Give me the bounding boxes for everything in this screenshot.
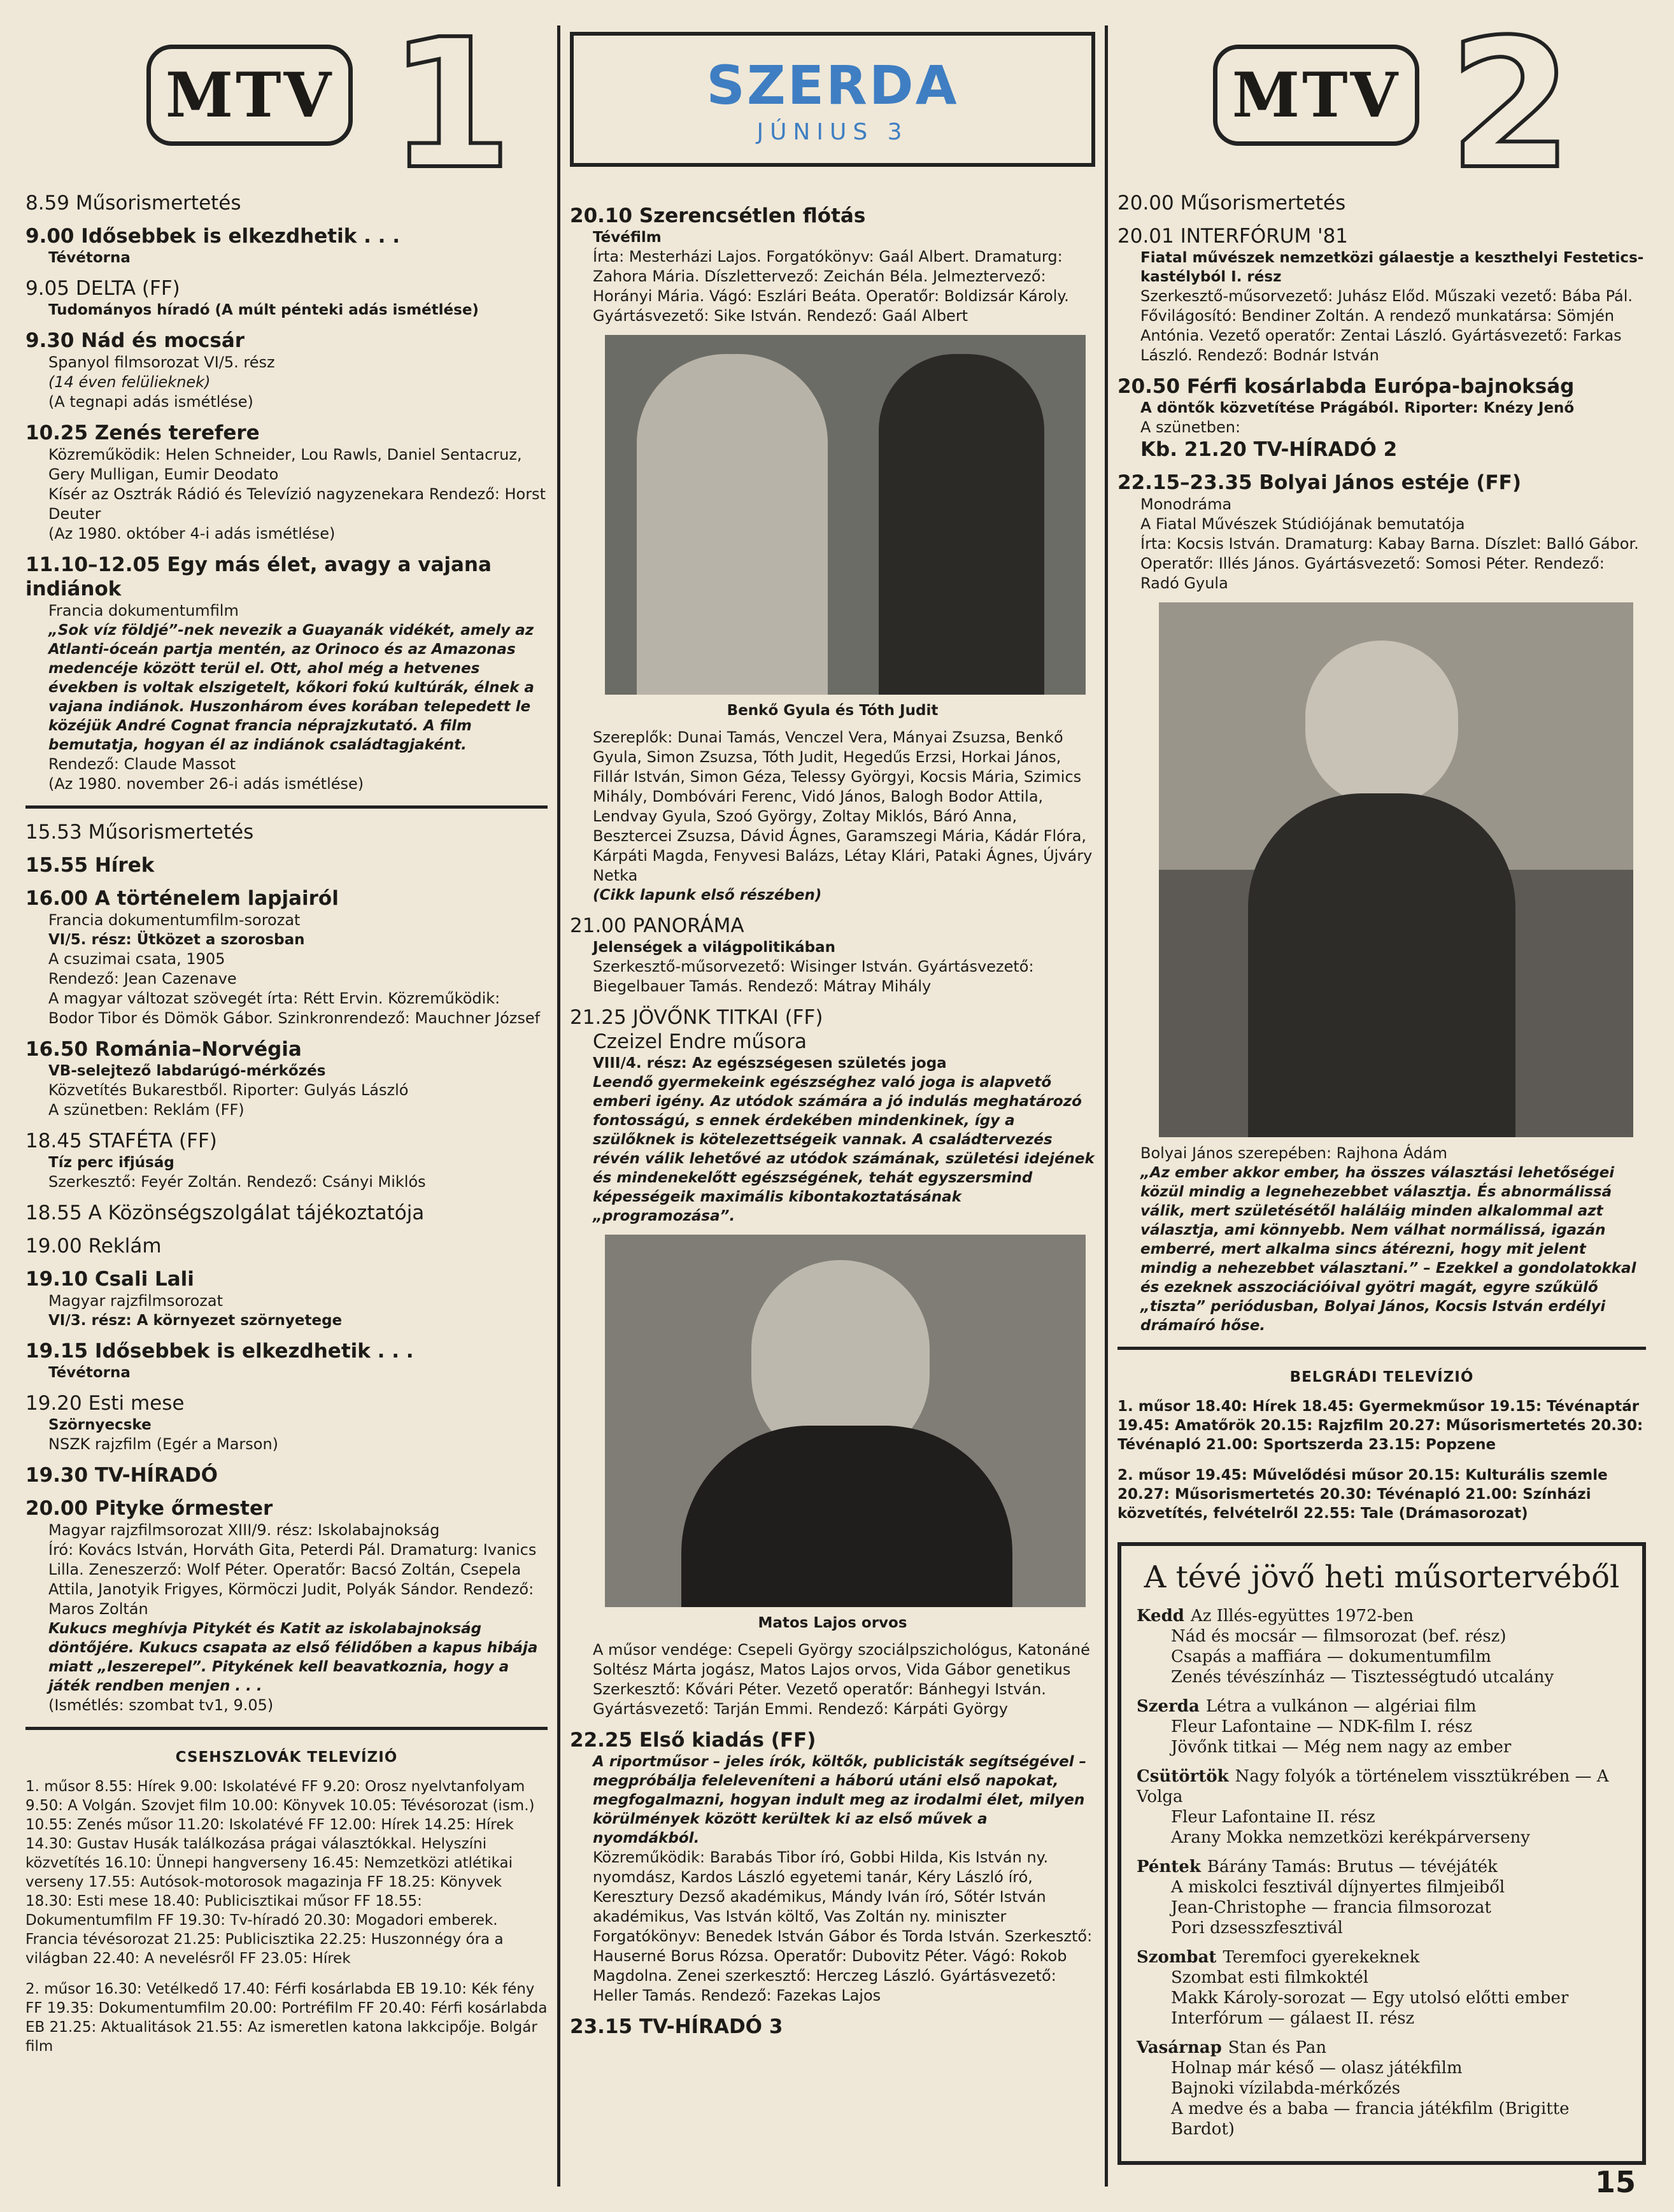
program-detail: Írta: Kocsis István. Dramaturg: Kabay Barna. Díszlet: Balló Gábor. Operatőr: Illés János. Gyártásvezető: Somosi Péter. Rendező: Radó Gyula: [1140, 535, 1639, 592]
preview-item: Bárány Tamás: Brutus — tévéjáték: [1207, 1857, 1498, 1876]
preview-line: [1137, 1696, 1627, 1717]
column-divider-left: [557, 25, 560, 2187]
program-detail: (Az 1980. november 26-i adás ismétlése): [48, 775, 364, 793]
preview-line: [1137, 2038, 1627, 2058]
preview-line: [1137, 1877, 1627, 1897]
preview-list: [1137, 1606, 1627, 2139]
program-detail: Szerkesztő: Feyér Zoltán. Rendező: Csányi Miklós: [48, 1173, 426, 1191]
program-detail: Írta: Mesterházi Lajos. Forgatókönyv: Gaál Albert. Dramaturg: Zahora Mária. Díszlettervező: Zeichán Béla. Jelmeztervező: Horányi Mária. Vágó: Eszlári Beáta. Operatőr: Boldizsár Károly. Gyártásvezető: Sike István. Rendező: Gaál Albert: [593, 248, 1069, 325]
program-title: Kb. 21.20 TV-HÍRADÓ 2: [1140, 438, 1398, 461]
program-title: 18.55 A Közönségszolgálat tájékoztatója: [25, 1202, 425, 1224]
preview-item: Fleur Lafontaine — NDK-film I. rész: [1171, 1717, 1473, 1736]
preview-line: [1137, 1967, 1627, 1988]
program-title: 19.20 Esti mese: [25, 1392, 185, 1415]
photo-caption: Benkő Gyula és Tóth Judit: [727, 702, 939, 719]
preview-day: Péntek: [1137, 1857, 1201, 1876]
program-title: 16.00 A történelem lapjairól: [25, 887, 339, 910]
preview-line: [1137, 1807, 1627, 1827]
program-detail: A Fiatal Művészek Stúdiójának bemutatója: [1140, 515, 1465, 533]
program-detail: NSZK rajzfilm (Egér a Marson): [48, 1435, 279, 1453]
program-subtitle: VI/3. rész: A környezet szörnyetege: [48, 1312, 343, 1329]
program-title: 9.05 DELTA (FF): [25, 277, 180, 300]
program-detail: (Ismétlés: szombat tv1, 9.05): [48, 1696, 274, 1714]
cast-list: Szereplők: Dunai Tamás, Venczel Vera, Mányai Zsuzsa, Benkő Gyula, Simon Zsuzsa, Tóth Judit, Hegedűs Erzsi, Horkai János, Fillár István, Simon Géza, Telessy Györgyi, Kocsis Mária, Szimics Mihály, Dombóvári Ferenc, Vidó János, Balogh Bodor Attila, Lendvay Gyula, Szoó György, Zoltay Miklós, Báró Anna, Besztercei Zsuzsa, Dávid Ágnes, Garamszegi Mária, Kádár Flóra, Kárpáti Magda, Fenyvesi Balázs, Létay Klári, Pataki Ágnes, Újváry Netka: [593, 728, 1093, 884]
program-entry: [570, 2015, 1095, 2039]
program-detail: (Az 1980. október 4-i adás ismétlése): [48, 525, 336, 542]
program-title: 22.15–23.35 Bolyai János estéje (FF): [1117, 471, 1522, 494]
program-title: 20.50 Férfi kosárlabda Európa-bajnokság: [1117, 375, 1575, 398]
program-title: 16.50 Románia–Norvégia: [25, 1038, 302, 1061]
program-description: Leendő gyermekeink egészséghez való joga is alapvető emberi igény. Az utódok számára a jó indulás meghatározó fontosságú, s ennek érdekében mindenkinek, így a szülőknek is kötelezettségeik vannak. A családtervezés révén válik lehetővé az utódok számának, születési idejének és mindenekelőtt egészségének, tehát egyszersmind képességeik maximális kibontakoztatásának „programozása”.: [593, 1074, 1095, 1224]
program-subtitle: Tíz perc ifjúság: [48, 1154, 174, 1171]
program-entry: [25, 853, 548, 877]
program-detail: (A tegnapi adás ismétlése): [48, 393, 253, 411]
preview-line: [1137, 1717, 1627, 1737]
program-title: 19.10 Csali Lali: [25, 1268, 194, 1291]
program-detail: Közreműködik: Barabás Tibor író, Gobbi Hilda, Kis István ny. nyomdász, Kardos László egyetemi tanár, Kéry László író, Keresztury Dezső akadémikus, Mándy Iván író, Sőtér István akadémikus, Vas István költő, Vas Zoltán ny. miniszter: [593, 1848, 1049, 1925]
program-entry: [570, 914, 1095, 996]
program-quote: „Az ember akkor ember, ha összes választási lehetőségei közül mindig a legnehezebbet választja. És abnormálissá válik, mert születésétől haláláig minden alkalommal azt választja, ami könnyebb. Nem válhat normálissá, igazán emberré, mert alkalma sincs átérezni, hogy mit jelent mindig a nehezebbet választani.” – Ezekkel a gondolatokkal és ezeknek asszociációival gyötri magát, egyre szűkülő „tiszta” periódusban, Bolyai János, Kocsis István erdélyi drámaíró hőse.: [1140, 1165, 1636, 1334]
preview-item: Jövőnk titkai — Még nem nagy az ember: [1171, 1738, 1512, 1757]
program-detail: Francia dokumentumfilm: [48, 602, 239, 620]
preview-line: [1137, 1897, 1627, 1918]
program-title: 11.10–12.05 Egy más élet, avagy a vajana indiánok: [25, 553, 492, 600]
program-title: 20.10 Szerencsétlen flótás: [570, 204, 866, 227]
preview-line: [1137, 1827, 1627, 1848]
mtv2-column: [1117, 0, 1646, 2165]
preview-day-block: [1137, 1696, 1627, 1757]
program-detail: Rendező: Claude Massot: [48, 755, 236, 773]
program-detail: Monodráma: [1140, 495, 1232, 513]
program-subtitle: VI/5. rész: Ütközet a szorosban: [48, 932, 305, 948]
preview-line: [1137, 1947, 1627, 1967]
mtv1-column: [25, 0, 548, 2067]
program-detail: Közvetítés Bukarestből. Riporter: Gulyás László: [48, 1081, 409, 1099]
preview-line: [1137, 1918, 1627, 1938]
section-title: BELGRÁDI TELEVÍZIÓ: [1289, 1369, 1474, 1386]
program-title: 15.55 Hírek: [25, 854, 155, 877]
program-title: 19.00 Reklám: [25, 1235, 162, 1258]
program-note: (Cikk lapunk első részében): [593, 887, 822, 904]
preview-line: [1137, 1766, 1627, 1807]
listing-paragraph: 2. műsor 16.30: Vetélkedő 17.40: Férfi kosárlabda EB 19.10: Kék fény FF 19.35: Dokumentumfilm 20.00: Portréfilm FF 20.40: Férfi kosárlabda EB 21.25: Aktualitások 21.55: Az ismeretlen katona lakkcipője. Bolgár film: [25, 1981, 548, 2055]
program-subtitle: A döntők közvetítése Prágából. Riporter: Knézy Jenő: [1140, 400, 1575, 416]
program-title: 20.01 INTERFÓRUM '81: [1117, 225, 1349, 248]
channel-number-1: 1: [388, 1, 513, 209]
day-name: SZERDA: [706, 54, 959, 117]
preview-item: Pori dzsesszfesztivál: [1171, 1918, 1343, 1938]
program-entry: [1117, 224, 1646, 365]
program-entry: [25, 1234, 548, 1258]
program-guests: A műsor vendége: Csepeli György szociálpszichológus, Katonáné Soltész Márta jogász, Matos Lajos orvos, Vida Gábor genetikus: [593, 1641, 1090, 1678]
mtv2-logo: MTV: [1213, 45, 1419, 146]
photo-caption: Bolyai János szerepében: Rajhona Ádám: [1140, 1144, 1448, 1162]
preview-day-block: [1137, 1947, 1627, 2029]
preview-item: Teremfoci gyerekeknek: [1223, 1948, 1420, 1967]
program-entry: [570, 1728, 1095, 2006]
preview-day: Csütörtök: [1137, 1767, 1229, 1786]
preview-line: [1137, 2099, 1627, 2139]
program-title: 9.30 Nád és mocsár: [25, 329, 245, 352]
preview-item: Nád és mocsár — filmsorozat (bef. rész): [1171, 1627, 1507, 1646]
preview-item: Stan és Pan: [1228, 2038, 1327, 2057]
program-entry: [25, 886, 548, 1028]
program-credits: Szerkesztő: Kővári Péter. Vezető operatőr: Bánhegyi István. Gyártásvezető: Tarján Emmi. Rendező: Kárpáti György: [593, 1680, 1046, 1718]
preview-item: Az Illés-együttes 1972-ben: [1190, 1606, 1414, 1626]
program-entry: [25, 1037, 548, 1120]
preview-day-block: [1137, 2038, 1627, 2139]
preview-item: Nagy folyók a történelem vissztükrében — A Volga: [1137, 1767, 1609, 1806]
program-description: A riportműsor – jeles írók, költők, publicisták segítségével – megpróbálja feleleveníteni a háború utáni első napokat, megfogalmazni, hogyan indult meg az irodalmi élet, milyen körülmények között kerültek ki az első művek a nyomdákból.: [593, 1754, 1087, 1847]
program-entry: [25, 276, 548, 320]
preview-line: [1137, 2078, 1627, 2099]
section-title: CSEHSZLOVÁK TELEVÍZIÓ: [175, 1749, 398, 1766]
program-title: 19.15 Idősebbek is elkezdhetik . . .: [25, 1340, 414, 1363]
program-title: 8.59 Műsorismertetés: [25, 192, 241, 215]
day-column: [570, 0, 1095, 2048]
preview-item: Létra a vulkánon — algériai film: [1205, 1697, 1477, 1716]
program-entry: [25, 1129, 548, 1192]
preview-title: A tévé jövő heti műsortervéből: [1144, 1559, 1620, 1595]
program-subtitle: Szörnyecske: [48, 1417, 152, 1433]
program-title: 19.30 TV-HÍRADÓ: [25, 1464, 218, 1487]
preview-day-block: [1137, 1606, 1627, 1687]
preview-line: [1137, 1667, 1627, 1687]
next-week-preview: [1117, 1542, 1646, 2165]
divider: [25, 805, 548, 809]
program-title: 22.25 Első kiadás (FF): [570, 1729, 816, 1752]
program-description: Kukucs meghívja Pitykét és Katit az iskolabajnokság döntőjére. Kukucs csapata az első félidőben a kapus hibája miatt „leszerepel”. Pitykének kell beavatkoznia, hogy a játék rendben menjen . . .: [48, 1620, 538, 1694]
photo-actor: [1159, 602, 1633, 1137]
program-detail: Rendező: Jean Cazenave: [48, 970, 237, 988]
mtv1-logo: MTV: [146, 45, 353, 146]
program-detail: A csuzimai csata, 1905: [48, 950, 225, 968]
preview-item: Fleur Lafontaine II. rész: [1171, 1808, 1375, 1827]
program-entry: [25, 1267, 548, 1330]
preview-line: [1137, 1647, 1627, 1667]
listing-paragraph: 1. műsor 18.40: Hírek 18.45: Gyermekműsor 19.15: Tévénaptár 19.45: Amatőrök 20.15: Rajzfilm 20.27: Műsorismertetés 20.30: Tévénapló 21.00: Sportszerda 23.15: Popzene: [1117, 1398, 1643, 1453]
program-title: 15.53 Műsorismertetés: [25, 821, 254, 844]
program-title: 23.15 TV-HÍRADÓ 3: [570, 2015, 783, 2038]
program-entry: [25, 329, 548, 412]
program-detail: A szünetben:: [1140, 418, 1241, 436]
program-subtitle: Fiatal művészek nemzetközi gálaestje a keszthelyi Festetics-kastélyból I. rész: [1140, 250, 1644, 285]
program-detail: Spanyol filmsorozat VI/5. rész: [48, 353, 275, 371]
program-subtitle: Tévéfilm: [593, 229, 662, 246]
preview-day: Vasárnap: [1137, 2038, 1222, 2057]
program-subtitle: Tévétorna: [48, 250, 131, 266]
program-host: Czeizel Endre műsora: [593, 1030, 807, 1053]
photo-still: [605, 335, 1086, 695]
preview-day: Szerda: [1137, 1697, 1200, 1716]
preview-day: Kedd: [1137, 1606, 1184, 1626]
program-title: 9.00 Idősebbek is elkezdhetik . . .: [25, 225, 401, 248]
program-detail: Magyar rajzfilmsorozat: [48, 1292, 223, 1310]
program-subtitle: VB-selejtező labdarúgó-mérkőzés: [48, 1063, 326, 1079]
program-entry: [25, 1463, 548, 1487]
program-detail: Közreműködik: Helen Schneider, Lou Rawls, Daniel Sentacruz, Gery Mulligan, Eumir Deodato: [48, 446, 522, 483]
program-title: 10.25 Zenés terefere: [25, 422, 260, 444]
channel-number-2: 2: [1449, 1, 1573, 209]
program-entry: [1117, 471, 1646, 593]
column-divider-right: [1105, 25, 1108, 2187]
preview-day: Szombat: [1137, 1948, 1217, 1967]
program-entry: [25, 1496, 548, 1715]
preview-line: [1137, 1988, 1627, 2008]
photo-portrait: [605, 1235, 1086, 1607]
preview-item: Arany Mokka nemzetközi kerékpárverseny: [1171, 1828, 1530, 1847]
program-title: 20.00 Műsorismertetés: [1117, 192, 1346, 215]
program-entry: [25, 1391, 548, 1454]
divider: [1117, 1347, 1646, 1350]
listing-paragraph: 2. műsor 19.45: Művelődési műsor 20.15: Kulturális szemle 20.27: Műsorismertetés 20.30: Tévénapló 21.00: Színházi közvetítés, felvételről 22.55: Tale (Drámasorozat): [1117, 1467, 1608, 1522]
program-entry: [25, 553, 548, 794]
preview-item: Interfórum — gálaest II. rész: [1171, 2009, 1415, 2028]
day-header: [570, 32, 1095, 167]
program-subtitle: Tudományos híradó (A múlt pénteki adás ismétlése): [48, 302, 479, 318]
preview-line: [1137, 1737, 1627, 1757]
preview-item: Holnap már késő — olasz játékfilm: [1171, 2059, 1463, 2078]
program-detail: (14 éven felülieknek): [48, 373, 211, 391]
page-number: 15: [1594, 2165, 1636, 2199]
preview-line: [1137, 1857, 1627, 1877]
program-entry: [25, 1339, 548, 1382]
program-subtitle: VIII/4. rész: Az egészségesen születés joga: [593, 1055, 947, 1072]
preview-line: [1137, 1606, 1627, 1626]
program-subtitle: Jelenségek a világpolitikában: [593, 939, 836, 956]
preview-line: [1137, 1626, 1627, 1647]
program-detail: Forgatókönyv: Benedek István Gábor és Torda István. Szerkesztő: Hauserné Borus Rózsa. Operatőr: Dubovitz Péter. Vágó: Rokob Magdolna. Zenei szerkesztő: Herczeg László. Gyártásvezető: Heller Tamás. Rendező: Fazekas Lajos: [593, 1927, 1093, 2004]
preview-line: [1137, 2058, 1627, 2078]
program-entry: [570, 204, 1095, 326]
preview-item: A medve és a baba — francia játékfilm (Brigitte Bardot): [1171, 2099, 1570, 2139]
program-detail: Francia dokumentumfilm-sorozat: [48, 911, 301, 929]
program-title: 18.45 STAFÉTA (FF): [25, 1130, 217, 1152]
day-date: JÚNIUS 3: [756, 119, 909, 145]
preview-item: A miskolci fesztivál díjnyertes filmjeiből: [1171, 1878, 1505, 1897]
program-entry: [1117, 374, 1646, 462]
preview-line: [1137, 2008, 1627, 2029]
program-entry: [25, 421, 548, 544]
program-subtitle: Magyar rajzfilmsorozat XIII/9. rész: Iskolabajnokság: [48, 1521, 440, 1539]
preview-day-block: [1137, 1857, 1627, 1938]
preview-day-block: [1137, 1766, 1627, 1848]
program-detail: Szerkesztő-műsorvezető: Wisinger István. Gyártásvezető: Biegelbauer Tamás. Rendező: Mátray Mihály: [593, 958, 1034, 995]
program-title: 21.25 JÖVŐNK TITKAI (FF): [570, 1006, 823, 1029]
preview-item: Makk Károly-sorozat — Egy utolsó előtti ember: [1171, 1989, 1569, 2008]
preview-item: Bajnoki vízilabda-mérkőzés: [1171, 2079, 1401, 2098]
listing-paragraph: 1. műsor 8.55: Hírek 9.00: Iskolatévé FF 9.20: Orosz nyelvtanfolyam 9.50: A Volgán. Szovjet film 10.00: Könyvek 10.05: Tévésorozat (ism.) 10.55: Zenés műsor 11.20: Iskolatévé FF 12.00: Hírek 14.25: Hírek 14.30: Gustav Husák találkozása prágai választókkal. Helyszíni közvetítés 16.10: Ünnepi hangverseny 16.45: Nemzetközi atlétikai verseny 17.55: Autósok-motorosok magazinja FF 18.25: Könyvek 18.30: Esti mese 18.40: Publicisztikai műsor FF 18.55: Dokumentumfilm FF 19.30: Tv-híradó 20.30: Mogadori emberek. Francia tévésorozat 21.25: Publicisztika 22.25: Huszonnégy óra a világban 22.40: A nevelésről FF 23.05: Hírek: [25, 1778, 535, 1967]
program-entry: [25, 820, 548, 844]
program-description: „Sok víz földjé”-nek nevezik a Guayanák vidékét, amely az Atlanti-óceán partja mentén, az Orinoco és az Amazonas medencéje között terül el. Ott, ahol még a hetvenes években is voltak elszigetelt, kőkori fokú kultúrák, élnek a vajana indiánok. Huszonhárom éves korában telepedett le közéjük André Cognat francia néprajzkutató. A film bemutatja, hogyan él az indiánok családtagjaként.: [48, 622, 534, 753]
program-subtitle: Tévétorna: [48, 1365, 131, 1381]
program-detail: Kísér az Osztrák Rádió és Televízió nagyzenekara Rendező: Horst Deuter: [48, 485, 546, 523]
program-title: 20.00 Pityke őrmester: [25, 1497, 273, 1520]
program-entry: [570, 1005, 1095, 1226]
program-detail: A szünetben: Reklám (FF): [48, 1101, 245, 1119]
preview-item: Csapás a maffiára — dokumentumfilm: [1171, 1647, 1491, 1666]
program-entry: [25, 1201, 548, 1225]
program-detail: Szerkesztő-műsorvezető: Juhász Előd. Műszaki vezető: Bába Pál. Fővilágosító: Bendiner Zoltán. A rendező munkatársa: Sömjén Antónia. Vezető operatőr: Zentai László. Gyártásvezető: Farkas László. Rendező: Bodnár István: [1140, 287, 1633, 364]
program-entry: [25, 224, 548, 267]
program-detail: Író: Kovács István, Horváth Gita, Peterdi Pál. Dramaturg: Ivanics Lilla. Zeneszerző: Wolf Péter. Operatőr: Bacsó Zoltán, Csepela Attila, Janotyik Frigyes, Körmöczi Judit, Polyák Sándor. Rendező: Maros Zoltán: [48, 1541, 537, 1618]
preview-item: Szombat esti filmkoktél: [1171, 1968, 1369, 1987]
photo-caption: Matos Lajos orvos: [758, 1615, 907, 1631]
divider: [25, 1727, 548, 1730]
preview-item: Jean-Christophe — francia filmsorozat: [1171, 1898, 1491, 1917]
program-title: 21.00 PANORÁMA: [570, 914, 744, 937]
program-detail: A magyar változat szövegét írta: Rétt Ervin. Közreműködik: Bodor Tibor és Dömök Gábor. Szinkronrendező: Mauchner József: [48, 989, 541, 1027]
preview-item: Zenés tévészínház — Tisztességtudó utcalány: [1171, 1668, 1554, 1687]
